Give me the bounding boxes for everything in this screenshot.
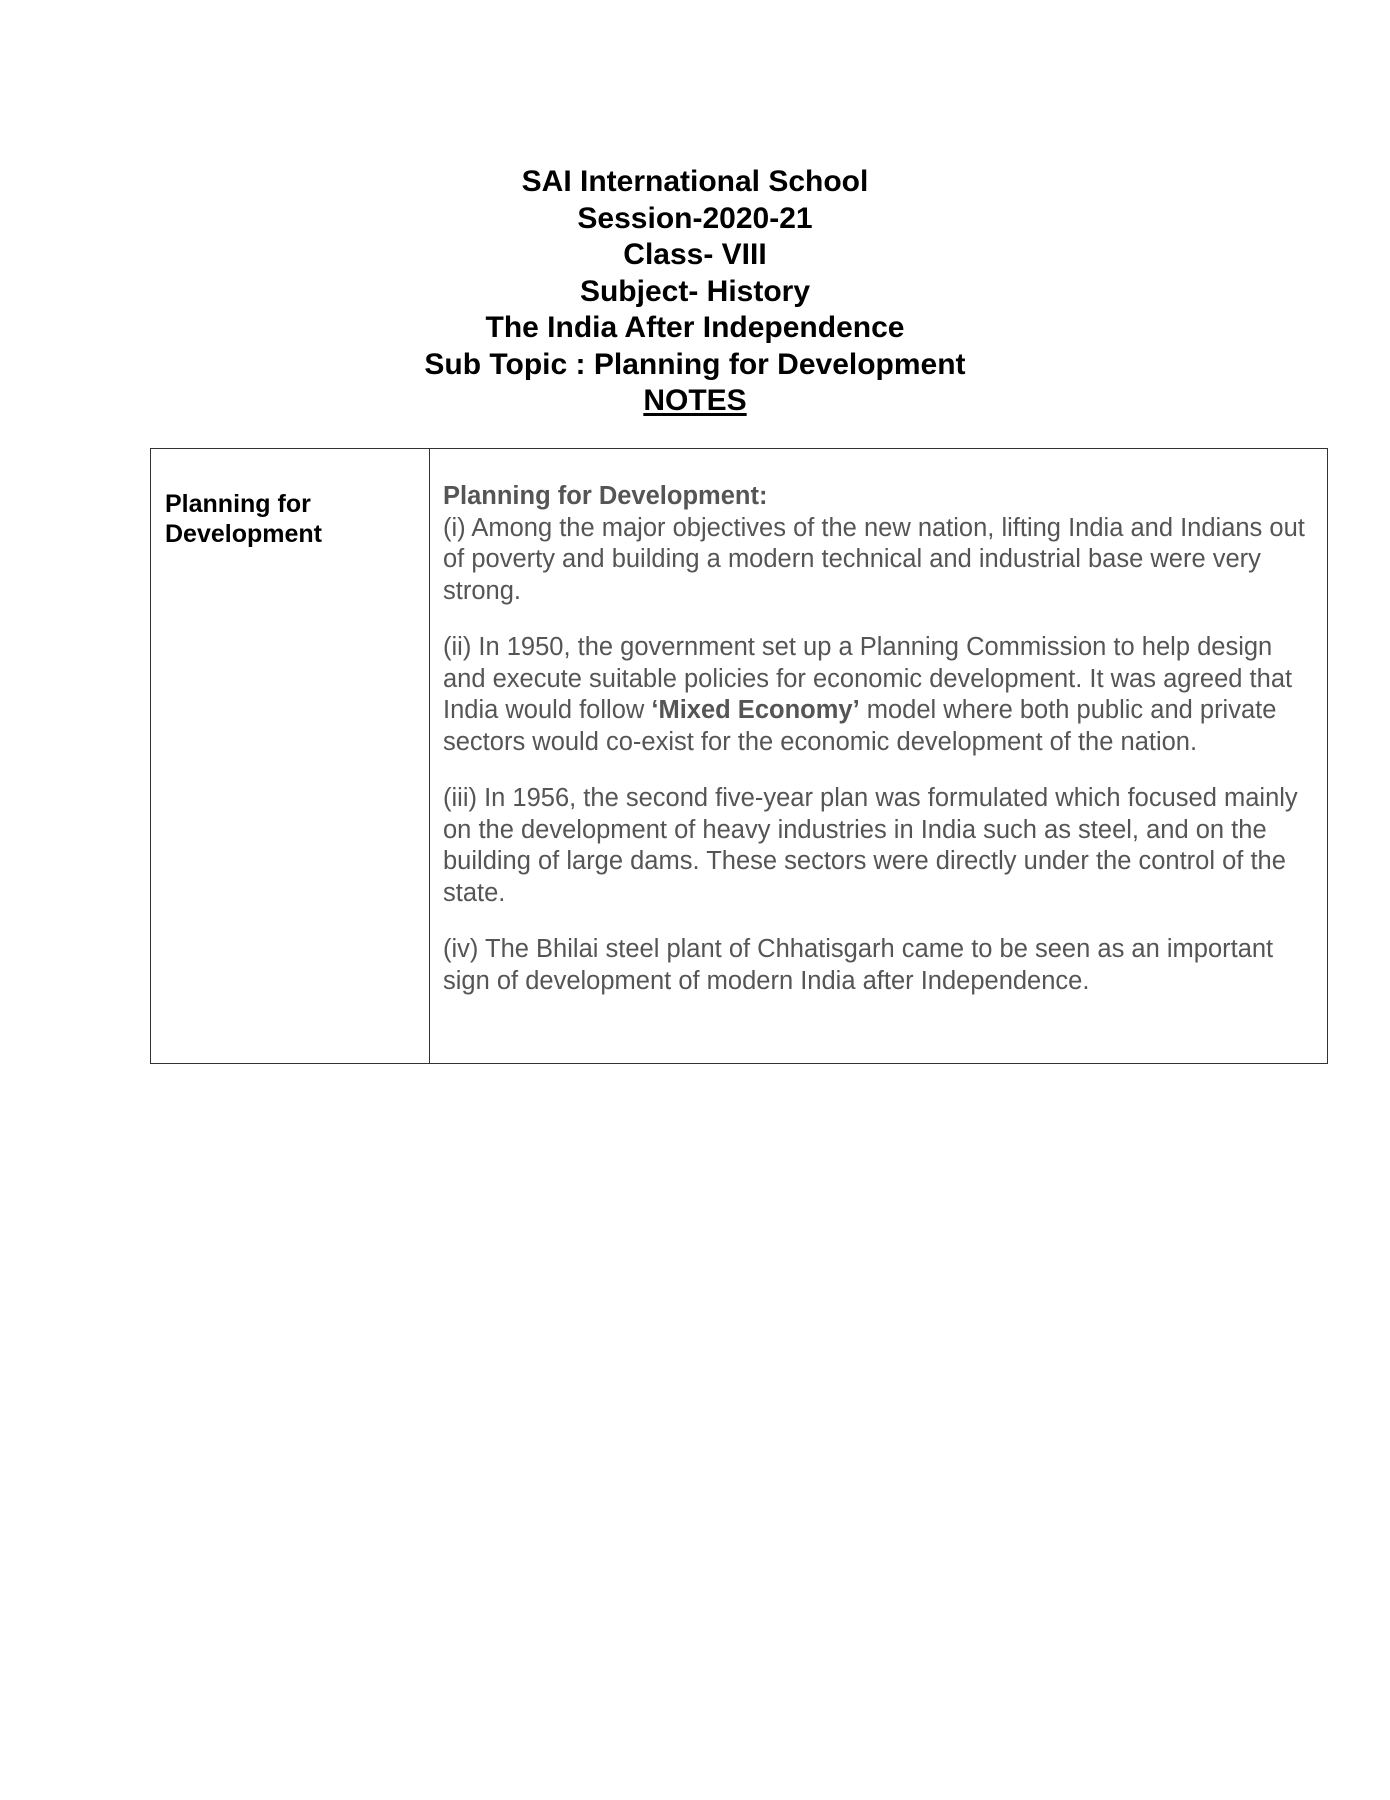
session-label: Session-2020-21 [577, 201, 813, 235]
chapter-title: The India After Independence [485, 311, 905, 344]
subject-label: Subject- History [579, 274, 811, 308]
class-label: Class- VIII [623, 238, 767, 271]
subtopic-label: Sub Topic : Planning for Development [424, 347, 966, 381]
topic-cell [151, 449, 430, 1063]
notes-heading: NOTES [643, 384, 747, 417]
content-title: Planning for Development: [443, 482, 768, 510]
point-2 [443, 632, 1319, 758]
point-1: (i) Among the major objectives of the new nation, lifting India and Indians out of poverty and building a modern technical and industrial base were very strong. [443, 513, 1305, 605]
school-name: SAI International School [521, 165, 869, 198]
point-4: (iv) The Bhilai steel plant of Chhatisgarh came to be seen as an important sign of development of modern India after Independence. [443, 935, 1274, 995]
point-2-text-end: model where both public and private sectors would co-exist for the economic development of the nation. [443, 696, 1277, 756]
mixed-economy-term: ‘Mixed Economy’ [651, 696, 860, 724]
point-2-text-start: (ii) In 1950, the government set up a Planning Commission to help design and execute suitable policies for economic development. It was agreed that India would follow [443, 633, 1293, 724]
document-header [0, 164, 1390, 420]
topic-label: Planning for Development [165, 490, 322, 548]
notes-table [150, 448, 1328, 1064]
content-cell [430, 449, 1327, 1063]
point-3: (iii) In 1956, the second five-year plan was formulated which focused mainly on the development of heavy industries in India such as steel, and on the building of large dams. These sectors were directly under the control of the state. [443, 784, 1298, 907]
